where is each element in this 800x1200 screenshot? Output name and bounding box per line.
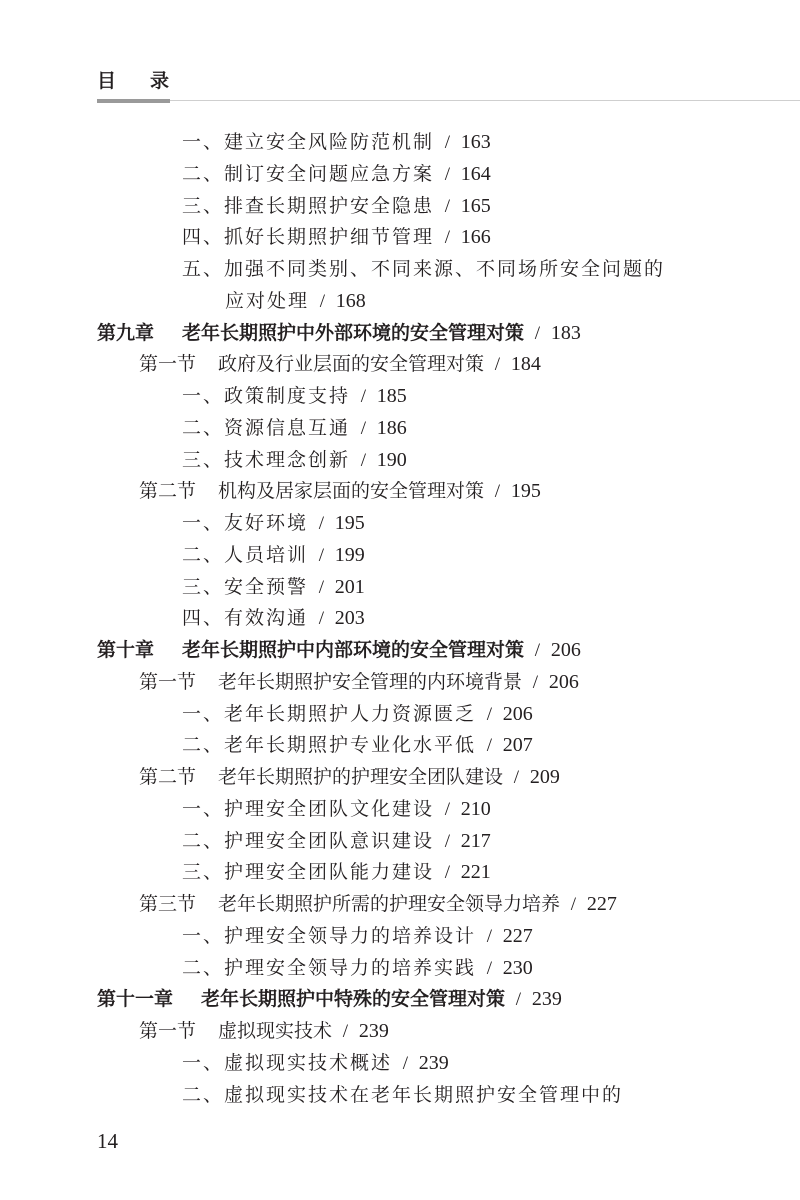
toc-entry-separator: / [440,798,455,820]
running-head-part1: 目 [97,70,117,92]
toc-entry-item[interactable] [182,254,665,284]
toc-entry-section[interactable] [139,889,617,919]
toc-entry-separator: / [528,671,543,693]
toc-entry-page: 195 [510,480,541,503]
running-head-part2: 录 [150,70,170,92]
toc-entry-title: 一、友好环境 [182,512,309,534]
toc-entry-separator: / [482,735,497,757]
toc-entry-page: 206 [548,670,579,693]
header-rule [97,100,800,101]
toc-entry-label: 第三节 [139,893,197,915]
toc-entry-page: 227 [586,893,617,915]
toc-entry-item[interactable] [182,699,533,729]
toc-entry-separator: / [440,132,455,153]
toc-entry-separator: / [338,1021,353,1042]
toc-entry-item[interactable] [182,730,533,760]
toc-entry-item[interactable] [182,127,491,157]
toc-entry-title: 一、政策制度支持 [182,385,351,407]
toc-entry-label: 第十一章 [97,988,174,1011]
toc-entry-separator: / [356,449,371,471]
toc-entry-page: 206 [502,702,533,725]
toc-entry-title: 二、制订安全问题应急方案 [182,162,435,185]
toc-entry-chapter[interactable] [97,635,581,665]
toc-entry-item[interactable] [182,159,491,189]
toc-entry-title: 虚拟现实技术 [218,1020,333,1042]
toc-entry-title: 二、资源信息互通 [182,416,351,439]
toc-entry-page: 199 [334,543,365,566]
toc-entry-page: 166 [460,226,491,249]
toc-entry-title: 一、老年长期照护人力资源匮乏 [182,702,477,725]
toc-entry-title: 四、有效沟通 [182,607,309,630]
toc-entry-page: 239 [531,988,562,1011]
toc-entry-item[interactable] [182,508,365,538]
toc-entry-label: 第九章 [97,321,155,344]
toc-entry-separator: / [315,290,330,312]
toc-entry-title: 四、抓好长期照护细节管理 [182,226,435,249]
toc-entry-separator: / [440,862,455,884]
toc-entry-separator: / [482,703,497,725]
toc-entry-page: 239 [358,1020,389,1042]
toc-entry-title: 老年长期照护中特殊的安全管理对策 [201,988,506,1011]
toc-entry-section[interactable] [139,762,560,792]
toc-entry-page: 201 [334,575,365,598]
toc-entry-page: 206 [550,639,581,661]
toc-entry-item[interactable] [182,826,491,856]
toc-entry-separator: / [398,1052,413,1074]
toc-entry-page: 203 [334,607,365,630]
toc-entry-page: 227 [502,924,533,947]
toc-entry-section[interactable] [139,476,541,506]
toc-entry-label: 第二节 [139,766,197,788]
toc-entry-item[interactable] [182,1080,623,1110]
toc-entry-page: 163 [460,131,491,153]
toc-entry-separator: / [356,386,371,407]
toc-entry-label: 第一节 [139,353,197,376]
toc-entry-item[interactable] [182,191,491,221]
toc-entry-separator: / [530,640,545,661]
toc-entry-page: 195 [334,512,365,534]
toc-entry-label: 第一节 [139,670,197,693]
toc-entry-title: 二、护理安全领导力的培养实践 [182,956,477,979]
toc-entry-separator: / [511,989,526,1011]
toc-entry-separator: / [356,417,371,439]
toc-entry-separator: / [490,481,505,503]
toc-entry-separator: / [440,830,455,852]
toc-entry-page: 209 [529,766,560,788]
toc-entry-item[interactable] [182,857,491,887]
toc-entry-label: 第二节 [139,480,197,503]
toc-entry-page: 190 [376,448,407,471]
toc-entry-separator: / [314,608,329,630]
toc-entry-title: 老年长期照护安全管理的内环境背景 [218,670,523,693]
toc-entry-separator: / [314,544,329,566]
toc-entry-title: 一、护理安全团队文化建设 [182,797,435,820]
page-number: 14 [97,1129,118,1153]
toc-entry-separator: / [490,354,505,376]
toc-entry-title: 一、护理安全领导力的培养设计 [182,924,477,947]
toc-entry-item[interactable] [182,381,407,411]
toc-entry-page: 186 [376,416,407,439]
toc-entry-item-cont[interactable] [225,286,366,316]
toc-entry-title: 老年长期照护中内部环境的安全管理对策 [182,639,525,661]
toc-entry-title: 二、护理安全团队意识建设 [182,829,435,852]
header-rule-accent [97,99,170,103]
toc-entry-title: 五、加强不同类别、不同来源、不同场所安全问题的 [182,258,666,280]
toc-entry-item[interactable] [182,1048,449,1078]
toc-entry-section[interactable] [139,349,541,379]
toc-entry-item[interactable] [182,794,491,824]
toc-entry-chapter[interactable] [97,318,581,348]
toc-entry-page: 183 [550,321,581,344]
toc-entry-title: 三、安全预警 [182,575,309,598]
toc-entry-separator: / [440,195,455,217]
toc-entry-title: 三、排查长期照护安全隐患 [182,194,435,217]
toc-entry-title: 一、虚拟现实技术概述 [182,1051,393,1074]
toc-entry-section[interactable] [139,667,579,697]
toc-entry-separator: / [314,513,329,534]
toc-entry-section[interactable] [139,1016,389,1046]
toc-entry-item[interactable] [182,572,365,602]
toc-entry-label: 第十章 [97,639,155,661]
toc-entry-page: 168 [335,289,366,312]
toc-entry-title: 机构及居家层面的安全管理对策 [218,480,485,503]
toc-entry-separator: / [440,227,455,249]
toc-entry-page: 185 [376,385,407,407]
toc-entry-separator: / [482,925,497,947]
toc-entry-title: 老年长期照护所需的护理安全领导力培养 [218,893,561,915]
toc-entry-title: 二、老年长期照护专业化水平低 [182,734,477,757]
toc-entry-title: 二、虚拟现实技术在老年长期照护安全管理中的 [182,1083,624,1106]
toc-entry-title: 一、建立安全风险防范机制 [182,131,435,153]
toc-entry-item[interactable] [182,603,365,633]
toc-entry-item[interactable] [182,540,365,570]
toc-entry-separator: / [314,576,329,598]
toc-entry-page: 184 [510,353,541,376]
toc-entry-title: 三、护理安全团队能力建设 [182,861,435,884]
toc-entry-item[interactable] [182,953,533,983]
toc-entry-title: 二、人员培训 [182,543,309,566]
toc-entry-title: 老年长期照护中外部环境的安全管理对策 [182,321,525,344]
toc-entry-separator: / [440,163,455,185]
toc-entry-title: 三、技术理念创新 [182,448,351,471]
toc-entry-item[interactable] [182,222,491,252]
toc-entry-title: 应对处理 [225,289,310,312]
toc-entry-item[interactable] [182,921,533,951]
toc-entry-page: 239 [418,1051,449,1074]
toc-entry-title: 老年长期照护的护理安全团队建设 [218,766,504,788]
toc-entry-title: 政府及行业层面的安全管理对策 [218,353,485,376]
toc-entry-item[interactable] [182,445,407,475]
toc-entry-label: 第一节 [139,1020,197,1042]
toc-entry-page: 164 [460,162,491,185]
toc-entry-chapter[interactable] [97,984,562,1014]
toc-entry-separator: / [509,767,524,788]
toc-entry-page: 165 [460,194,491,217]
toc-entry-page: 207 [502,734,533,757]
toc-entry-page: 230 [502,956,533,979]
toc-entry-page: 221 [460,861,491,884]
toc-entry-separator: / [482,957,497,979]
toc-entry-separator: / [530,322,545,344]
toc-entry-separator: / [566,894,581,915]
toc-entry-page: 210 [460,797,491,820]
toc-entry-page: 217 [460,829,491,852]
running-head [97,66,169,93]
toc-entry-item[interactable] [182,413,407,443]
